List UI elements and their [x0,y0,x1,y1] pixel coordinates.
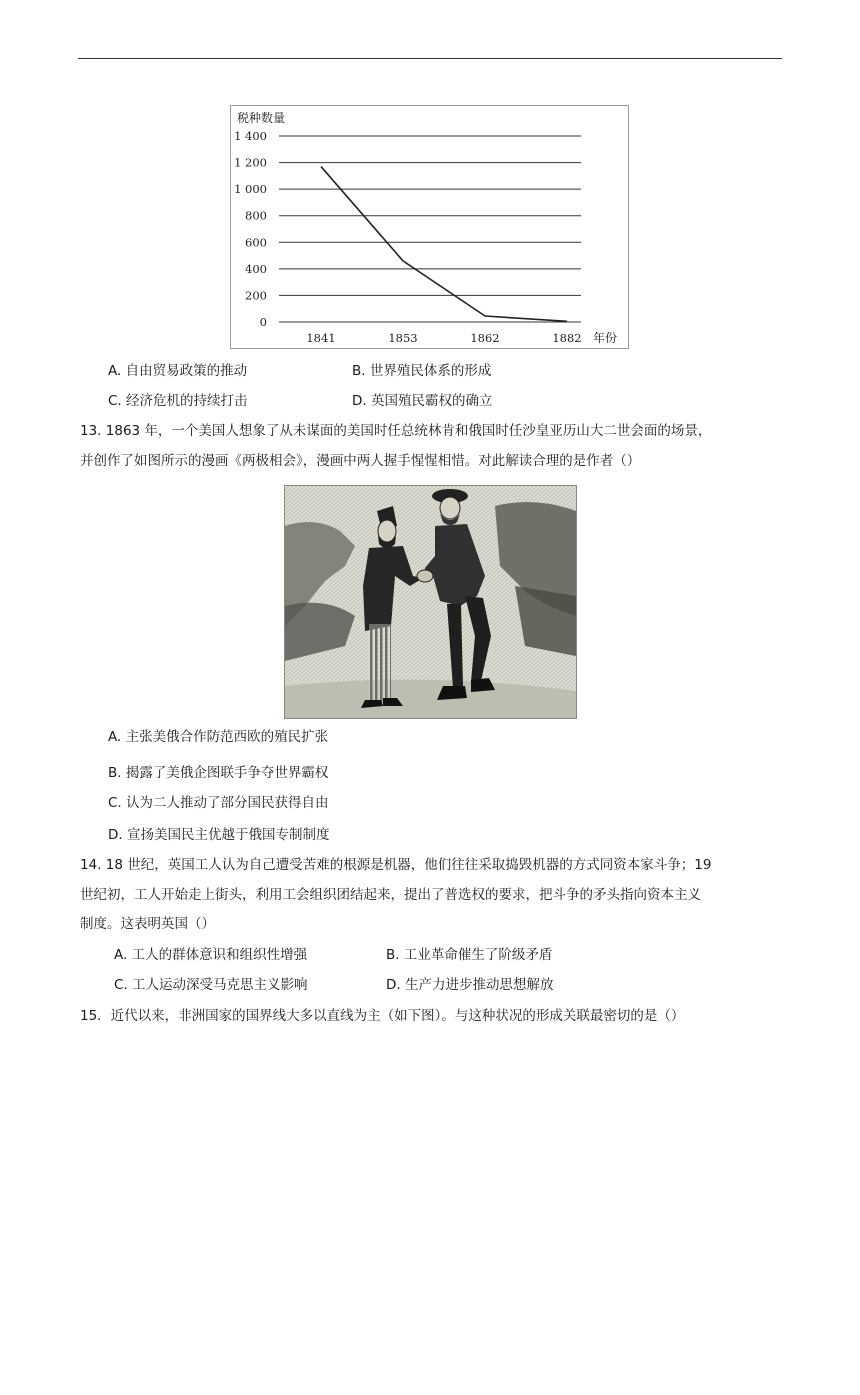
header-rule [78,58,782,59]
x-tick-label: 1882 [552,331,582,345]
q15-stem: 15．近代以来，非洲国家的国界线大多以直线为主（如下图）。与这种状况的形成关联最密切的是（） [80,1008,685,1024]
q13-option-b: B. 揭露了美俄企图联手争夺世界霸权 [108,765,329,781]
line-chart [231,106,628,348]
y-tick-label: 400 [245,261,267,276]
q12-option-c: C. 经济危机的持续打击 [108,393,248,409]
x-tick-label: 1841 [306,331,336,345]
q14-stem-line2: 世纪初，工人开始走上街头，利用工会组织团结起来，提出了普选权的要求，把斗争的矛头指向资本主义 [80,887,701,903]
y-tick-label: 200 [245,288,267,303]
y-tick-label: 1 000 [234,182,267,197]
q14-stem-line1: 14. 18 世纪，英国工人认为自己遭受苦难的根源是机器，他们往往采取捣毁机器的方式同资本家斗争；19 [80,857,712,873]
q13-option-c: C. 认为二人推动了部分国民获得自由 [108,795,329,811]
q12-option-b: B. 世界殖民体系的形成 [352,363,492,379]
cartoon-image [284,485,577,719]
q14-option-d: D. 生产力进步推动思想解放 [386,977,554,993]
q12-option-a: A. 自由贸易政策的推动 [108,363,248,379]
q14-stem-line3: 制度。这表明英国（） [80,916,215,932]
q13-stem-line1: 13. 1863 年，一个美国人想象了从未谋面的美国时任总统林肯和俄国时任沙皇亚历山大二世会面的场景， [80,423,712,439]
y-tick-label: 1 200 [234,155,267,170]
q14-option-b: B. 工业革命催生了阶级矛盾 [386,947,553,963]
tax-count-chart [230,105,629,349]
y-axis-label: 税种数量 [237,111,286,125]
q14-option-a: A. 工人的群体意识和组织性增强 [114,947,308,963]
x-axis-label: 年份 [593,331,618,345]
q14-option-c: C. 工人运动深受马克思主义影响 [114,977,308,993]
y-tick-label: 1 400 [234,129,267,143]
x-tick-label: 1853 [388,331,418,345]
series-line [321,167,567,322]
y-tick-label: 600 [245,235,267,250]
y-tick-label: 800 [245,208,267,223]
x-tick-label: 1862 [470,331,500,345]
y-tick-label: 0 [259,315,267,329]
cartoon-illustration [285,486,576,718]
q13-stem-line2: 并创作了如图所示的漫画《两极相会》，漫画中两人握手惺惺相惜。对此解读合理的是作者（） [80,453,641,469]
q13-option-a: A. 主张美俄合作防范西欧的殖民扩张 [108,729,329,745]
q12-option-d: D. 英国殖民霸权的确立 [352,393,493,409]
q13-option-d: D. 宣扬美国民主优越于俄国专制制度 [108,827,330,843]
